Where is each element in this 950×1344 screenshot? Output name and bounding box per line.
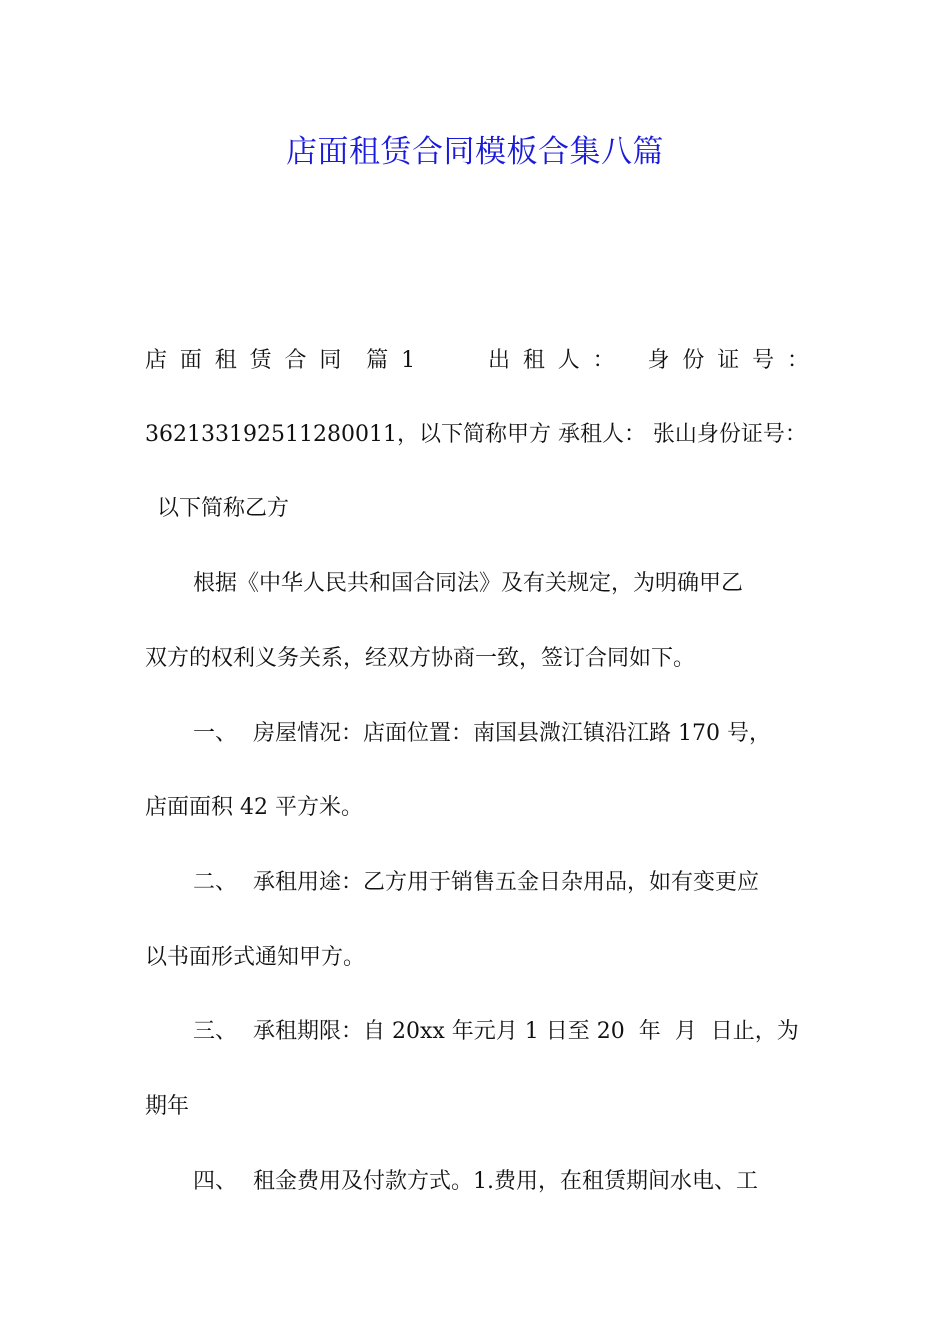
clause-line	[193, 1012, 857, 1052]
clause-line	[193, 1162, 857, 1202]
header-char: 1	[401, 348, 416, 373]
header-char: 份	[682, 348, 705, 373]
clause-text: 租金费用及付款方式。1.费用，在租赁期间水电、工	[253, 1169, 759, 1194]
paragraph-line: 双方的权利义务关系，经双方协商一致，签订合同如下。	[145, 646, 696, 671]
clause-text: 承租用途：乙方用于销售五金日杂用品，如有变更应	[253, 870, 760, 895]
paragraph-line: 362133192511280011，以下简称甲方 承租人： 张山身份证号：	[145, 422, 807, 447]
clause-text: 房屋情况：店面位置：南国县溦江镇沿江路 170 号，	[253, 721, 771, 746]
header-char: 身	[647, 348, 670, 373]
paragraph-line: 期年	[145, 1094, 190, 1119]
header-char: ：	[592, 348, 615, 373]
header-char: 出	[487, 348, 510, 373]
paragraph-line: 根据《中华人民共和国合同法》及有关规定，为明确甲乙	[193, 571, 744, 596]
header-char: ：	[786, 348, 809, 373]
header-char: 号	[752, 348, 775, 373]
contract-header-line	[145, 341, 809, 381]
clause-line	[193, 714, 857, 754]
header-char: 篇	[366, 348, 389, 373]
paragraph-line: 以书面形式通知甲方。	[145, 945, 366, 970]
header-char: 同	[319, 348, 342, 373]
clause-text: 承租期限：自 20xx 年元月 1 日至 20 年 月 日止，为	[253, 1019, 799, 1044]
clause-number: 四、	[193, 1169, 238, 1194]
paragraph-line: 店面面积 42 平方米。	[145, 795, 363, 820]
header-char: 赁	[249, 348, 272, 373]
header-char: 店	[145, 348, 168, 373]
clause-number: 二、	[193, 870, 238, 895]
paragraph-line: 以下简称乙方	[157, 496, 290, 521]
header-char: 租	[214, 348, 237, 373]
header-char: 合	[284, 348, 307, 373]
header-char: 租	[522, 348, 545, 373]
header-char: 证	[717, 348, 740, 373]
clause-number: 一、	[193, 721, 238, 746]
document-title: 店面租赁合同模板合集八篇	[286, 134, 664, 170]
clause-number: 三、	[193, 1019, 238, 1044]
header-char: 面	[179, 348, 202, 373]
clause-line	[193, 863, 857, 903]
header-char: 人	[557, 348, 580, 373]
